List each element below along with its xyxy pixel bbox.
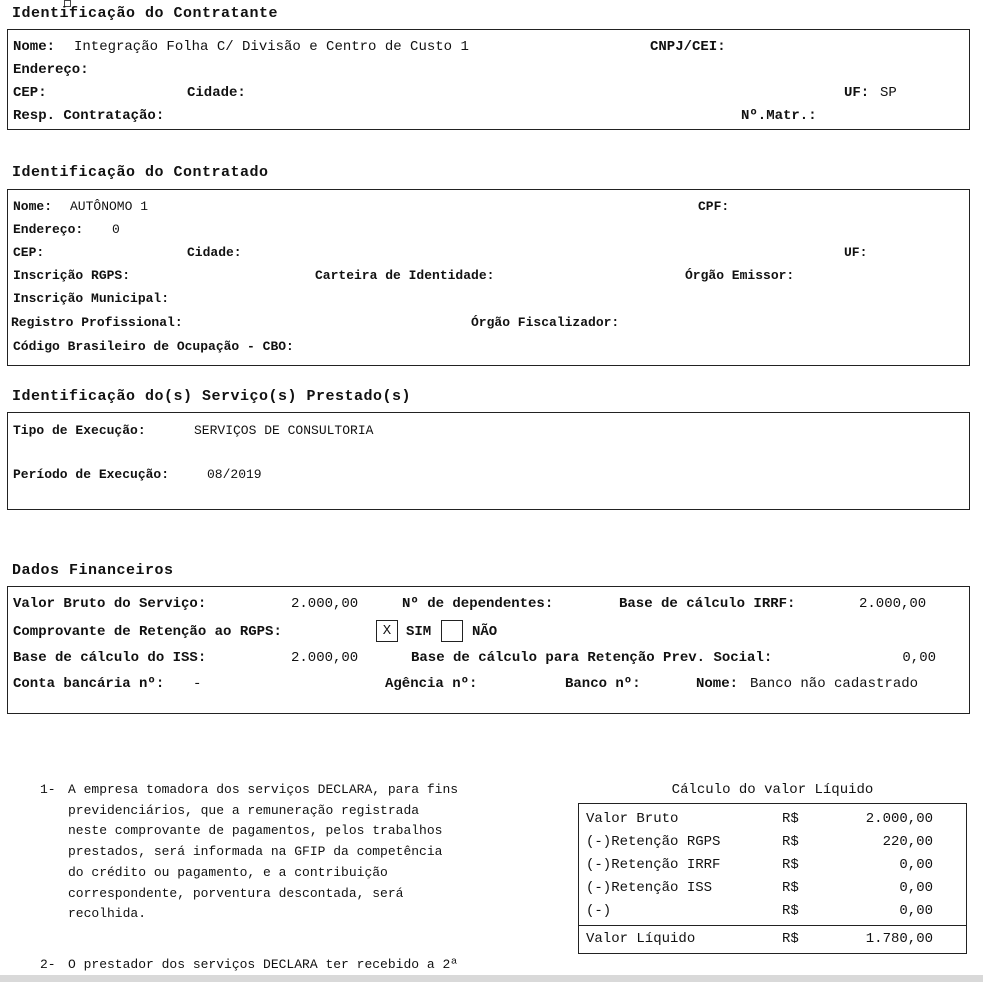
sim-label: SIM [406,624,432,640]
declaracao-2-number: 2- [40,957,56,972]
declaracao-item-1 [40,780,560,930]
fin-base-iss-value: 2.000,00 [291,650,359,666]
calculo-row-value: 0,00 [899,903,933,919]
horizontal-scrollbar[interactable] [0,975,983,982]
calculo-row-currency: R$ [782,903,799,919]
contratado-orgao-fisc-label: Órgão Fiscalizador: [471,315,620,330]
contratado-identidade-label: Carteira de Identidade: [315,268,495,283]
declaracao-1-text [68,780,458,925]
fin-conta-value: - [193,676,202,692]
calculo-total-currency: R$ [782,931,799,947]
nao-checkbox[interactable] [441,620,463,642]
sim-checkbox[interactable]: X [376,620,398,642]
calculo-row [579,877,966,899]
calculo-divider [579,925,966,926]
contratado-nome-label: Nome: [13,199,53,214]
calculo-row-currency: R$ [782,834,799,850]
contratado-cidade-label: Cidade: [187,245,242,260]
section-title-servicos: Identificação do(s) Serviço(s) Prestado(s) [12,388,412,405]
servicos-tipo-label: Tipo de Execução: [13,423,146,438]
contratado-cep-label: CEP: [13,245,45,260]
nao-label: NÃO [472,624,498,640]
calculo-row-label: (-)Retenção RGPS [586,834,721,850]
declaracao-item-2 [40,955,560,975]
fin-base-irrf-label: Base de cálculo IRRF: [619,596,796,612]
contratado-registro-label: Registro Profissional: [11,315,183,330]
financeiro-box [7,586,970,714]
calculo-row-label: (-) [586,903,612,919]
fin-base-irrf-value: 2.000,00 [859,596,927,612]
calculo-row-value: 220,00 [882,834,933,850]
contratante-nome-label: Nome: [13,39,56,55]
fin-nome-label: Nome: [696,676,739,692]
calculo-row [579,831,966,853]
calculo-row-value: 0,00 [899,880,933,896]
servicos-tipo-value: SERVIÇOS DE CONSULTORIA [194,423,374,438]
declaracao-1-number: 1- [40,782,56,797]
declaracao-1-line: A empresa tomadora dos serviços DECLARA, para fins [68,782,459,797]
fin-base-iss-label: Base de cálculo do ISS: [13,650,207,666]
calculo-total-label: Valor Líquido [586,931,696,947]
calculo-row [579,854,966,876]
contratante-uf-label: UF: [844,85,870,101]
fin-comprovante-label: Comprovante de Retenção ao RGPS: [13,624,282,640]
contratante-matr-label: Nº.Matr.: [741,108,817,124]
fin-valor-bruto-label: Valor Bruto do Serviço: [13,596,207,612]
contratado-nome-value: AUTÔNOMO 1 [70,199,149,214]
contratado-orgao-emissor-label: Órgão Emissor: [685,268,795,283]
calculo-row-currency: R$ [782,857,799,873]
contratante-cep-label: CEP: [13,85,47,101]
fin-base-prev-label: Base de cálculo para Retenção Prev. Social: [411,650,773,666]
fin-agencia-label: Agência nº: [385,676,478,692]
declaracao-1-line: do crédito ou pagamento, e a contribuição [68,864,388,880]
calculo-title: Cálculo do valor Líquido [671,782,874,798]
fin-dependentes-label: Nº de dependentes: [402,596,554,612]
contratado-box [7,189,970,366]
calculo-row-value: 0,00 [899,857,933,873]
contratante-nome-value: Integração Folha C/ Divisão e Centro de Custo 1 [74,39,469,55]
fin-conta-label: Conta bancária nº: [13,676,165,692]
calculo-table [578,803,967,954]
calculo-row-value: 2.000,00 [865,811,933,827]
contratado-endereco-value: 0 [112,222,120,237]
section-title-contratante: Identificação do Contratante [12,5,279,22]
contratante-box [7,29,970,130]
declaracao-1-line: correspondente, porventura descontada, será [68,885,404,901]
contratante-uf-value: SP [880,85,897,101]
calculo-row-label: (-)Retenção ISS [586,880,713,896]
declaracao-2-line: O prestador dos serviços DECLARA ter recebido a 2ª [68,957,459,972]
contratado-cpf-label: CPF: [698,199,730,214]
contratante-resp-label: Resp. Contratação: [13,108,165,124]
calculo-total-row [579,928,966,950]
declaracao-1-line: neste comprovante de pagamentos, pelos trabalhos [68,823,443,839]
calculo-row-label: (-)Retenção IRRF [586,857,721,873]
declaracao-1-line: recolhida. [68,906,147,922]
calculo-row [579,900,966,922]
fin-base-prev-value: 0,00 [902,650,936,666]
declaracao-1-line: previdenciários, que a remuneração registrada [68,802,420,818]
section-title-financeiro: Dados Financeiros [12,562,174,579]
contratante-endereco-label: Endereço: [13,62,89,78]
servicos-periodo-value: 08/2019 [207,467,262,482]
contratado-uf-label: UF: [844,245,868,260]
contratado-rgps-label: Inscrição RGPS: [13,268,131,283]
servicos-periodo-label: Período de Execução: [13,467,170,482]
section-title-contratado: Identificação do Contratado [12,164,269,181]
contratado-municipal-label: Inscrição Municipal: [13,291,170,306]
fin-nome-value: Banco não cadastrado [750,676,919,692]
calculo-row-currency: R$ [782,811,799,827]
contratante-cnpj-label: CNPJ/CEI: [650,39,726,55]
calculo-row-label: Valor Bruto [586,811,679,827]
contratante-cidade-label: Cidade: [187,85,246,101]
fin-valor-bruto-value: 2.000,00 [291,596,359,612]
declaracao-2-text [68,955,458,976]
calculo-row [579,808,966,830]
calculo-row-currency: R$ [782,880,799,896]
contratado-cbo-label: Código Brasileiro de Ocupação - CBO: [13,339,294,354]
contratado-endereco-label: Endereço: [13,222,84,237]
declaracao-1-line: prestados, será informada na GFIP da competência [68,844,443,860]
calculo-total-value: 1.780,00 [865,931,933,947]
fin-banco-label: Banco nº: [565,676,641,692]
servicos-box [7,412,970,510]
